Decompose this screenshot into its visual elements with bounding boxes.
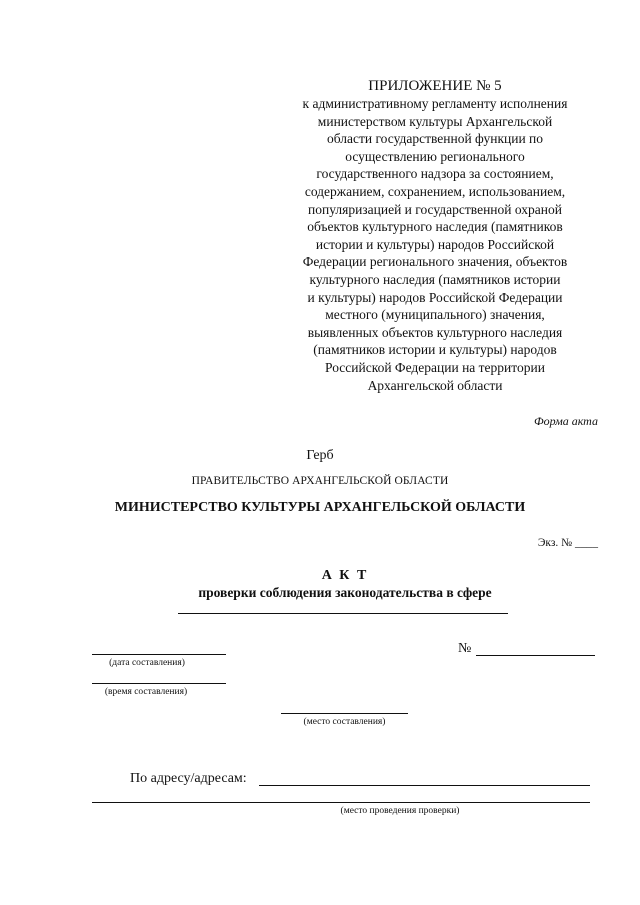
appendix-line: Российской Федерации на территории [325, 359, 545, 375]
copy-number: Экз. № ____ [537, 537, 598, 549]
appendix-line: истории и культуры) народов Российской [315, 236, 555, 252]
date-caption: (дата составления) [109, 658, 185, 668]
appendix-line: выявленных объектов культурного наследия [307, 324, 563, 340]
place-field[interactable] [281, 713, 408, 714]
appendix-description [280, 95, 590, 394]
address-label: По адресу/адресам: [130, 771, 247, 786]
appendix-line: содержанием, сохранением, использованием, [304, 183, 566, 199]
appendix-line: министерством культуры Архангельской [317, 113, 553, 129]
act-subtitle: проверки соблюдения законодательства в сфере [198, 585, 492, 600]
time-field[interactable] [92, 683, 226, 684]
appendix-line: (памятников истории и культуры) народов [313, 342, 557, 358]
appendix-line: объектов культурного наследия (памятников [307, 219, 563, 235]
address-field[interactable] [259, 785, 590, 786]
appendix-title: ПРИЛОЖЕНИЕ № 5 [368, 78, 502, 94]
act-subject-field[interactable] [178, 613, 508, 614]
place-caption: (место составления) [303, 717, 386, 727]
inspection-place-caption: (место проведения проверки) [340, 806, 460, 816]
appendix-line: области государственной функции по [326, 131, 544, 147]
appendix-line: Федерации регионального значения, объектов [302, 254, 568, 270]
appendix-line: к административному регламенту исполнения [302, 96, 568, 111]
number-field[interactable] [476, 655, 595, 656]
time-caption: (время составления) [104, 687, 188, 697]
appendix-line: и культуры) народов Российской Федерации [307, 289, 563, 305]
form-label: Форма акта [534, 414, 598, 428]
number-label: № [458, 641, 472, 656]
appendix-line: местного (муниципального) значения, [325, 307, 545, 323]
act-title: А К Т [321, 568, 369, 583]
appendix-line: государственного надзора за состоянием, [316, 166, 554, 182]
appendix-line: осуществлению регионального [345, 148, 525, 164]
coat-of-arms-label: Герб [306, 448, 334, 463]
address-field-continuation[interactable] [92, 802, 590, 803]
date-field[interactable] [92, 654, 226, 655]
appendix-line: Архангельской области [367, 377, 503, 393]
government-name: ПРАВИТЕЛЬСТВО АРХАНГЕЛЬСКОЙ ОБЛАСТИ [191, 475, 449, 487]
appendix-line: популяризацией и государственной охраной [308, 201, 562, 217]
appendix-line: культурного наследия (памятников истории [309, 271, 561, 287]
ministry-name: МИНИСТЕРСТВО КУЛЬТУРЫ АРХАНГЕЛЬСКОЙ ОБЛАСТИ [114, 500, 526, 515]
